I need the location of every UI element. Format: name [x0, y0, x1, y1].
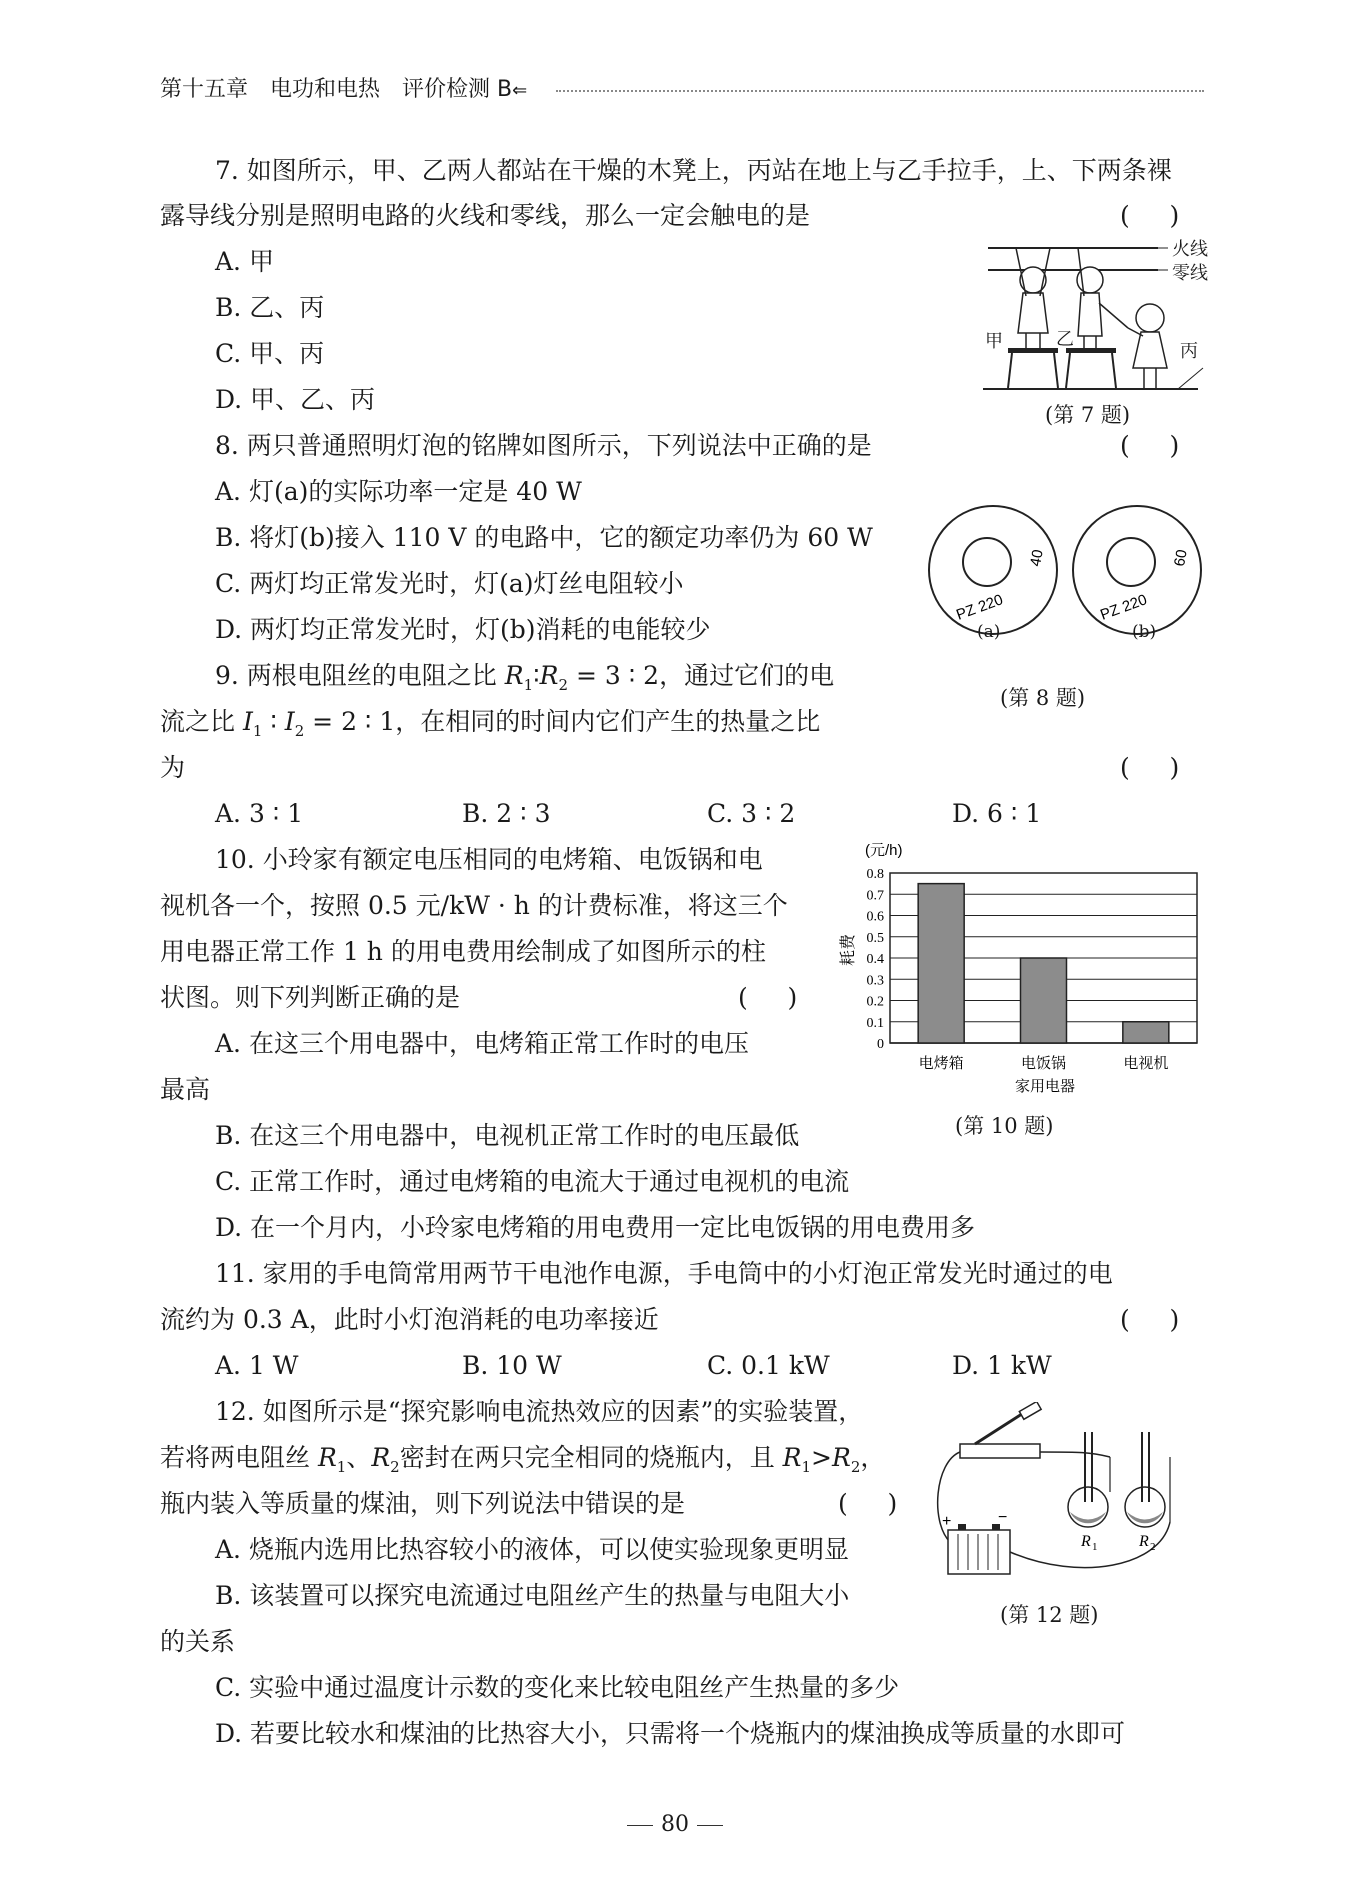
bulb-a-label: (a)	[977, 622, 1001, 642]
q9-option-d: D. 6 ∶ 1	[952, 799, 1042, 828]
q12-stem-line3: 瓶内装入等质量的煤油，则下列说法中错误的是	[160, 1489, 686, 1518]
q7-figure-caption: (第 7 题)	[1045, 403, 1131, 427]
q10-stem-line3: 用电器正常工作 1 h 的用电费用绘制成了如图所示的柱	[160, 937, 766, 966]
svg-text:1: 1	[1092, 1541, 1098, 1553]
q8-option-b: B. 将灯(b)接入 110 V 的电路中，它的额定功率仍为 60 W	[215, 523, 873, 552]
chart-unit-label: (元/h)	[865, 842, 903, 859]
q10-figure-caption: (第 10 题)	[955, 1114, 1054, 1138]
q10-option-b: B. 在这三个用电器中，电视机正常工作时的电压最低	[215, 1121, 800, 1150]
test-name: 评价检测 B	[402, 77, 513, 102]
q7-answer-paren: ( )	[1120, 201, 1180, 230]
q11-stem-line2: 流约为 0.3 A，此时小灯泡消耗的电功率接近	[160, 1305, 659, 1334]
chart-x-axis-label: 家用电器	[1014, 1078, 1076, 1095]
svg-text:R: R	[1081, 1533, 1091, 1550]
q11-answer-paren: ( )	[1120, 1305, 1180, 1334]
q12-experiment-figure	[930, 1402, 1200, 1592]
q12-option-b-line2: 的关系	[160, 1627, 236, 1656]
q9-option-c: C. 3 ∶ 2	[707, 799, 796, 828]
q12-figure-caption: (第 12 题)	[1000, 1603, 1099, 1627]
q10-option-d: D. 在一个月内，小玲家电烤箱的用电费用一定比电饭锅的用电费用多	[215, 1213, 976, 1242]
q10-bar-chart	[835, 838, 1215, 1098]
q12-stem-line1: 12. 如图所示是“探究影响电流热效应的因素”的实验装置，	[215, 1397, 864, 1426]
chart-category-label: 电视机	[1123, 1055, 1169, 1072]
q7-option-b: B. 乙、丙	[215, 293, 325, 322]
q11-stem-line1: 11. 家用的手电筒常用两节干电池作电源，手电筒中的小灯泡正常发光时通过的电	[215, 1259, 1113, 1288]
chart-y-ticks	[867, 867, 885, 1052]
q12-option-a: A. 烧瓶内选用比热容较小的液体，可以使实验现象更明显	[215, 1535, 849, 1564]
q8-figure-caption: (第 8 题)	[1000, 686, 1086, 710]
header-rule	[556, 90, 1204, 92]
chart-y-tick-label: 0	[877, 1037, 884, 1052]
chart-category-label: 电饭锅	[1020, 1055, 1067, 1072]
person-jia-label: 甲	[985, 331, 1003, 352]
chart-y-tick-label: 0.5	[866, 930, 884, 946]
q7-option-a: A. 甲	[215, 247, 274, 276]
q7-stem-line2: 露导线分别是照明电路的火线和零线，那么一定会触电的是	[160, 201, 811, 230]
q10-stem-line2: 视机各一个，按照 0.5 元/kW · h 的计费标准，将这三个	[160, 891, 788, 920]
q12-option-c: C. 实验中通过温度计示数的变化来比较电阻丝产生热量的多少	[215, 1673, 900, 1702]
q9-option-a: A. 3 ∶ 1	[215, 799, 304, 828]
chart-bar	[1021, 958, 1067, 1043]
chart-y-tick-label: 0.3	[866, 973, 884, 989]
chart-y-tick-label: 0.4	[866, 952, 884, 967]
live-wire-label: 火线	[1172, 239, 1208, 260]
q11-option-d: D. 1 kW	[952, 1351, 1052, 1380]
q11-option-a: A. 1 W	[215, 1351, 299, 1380]
q12-option-d: D. 若要比较水和煤油的比热容大小，只需将一个烧瓶内的煤油换成等质量的水即可	[215, 1719, 1126, 1748]
q10-stem-line4: 状图。则下列判断正确的是	[160, 983, 461, 1012]
q12-stem-line2: 若将两电阻丝 $R_1$、$R_2$密封在两只完全相同的烧瓶内，且 $R_1>R_2$，	[160, 1443, 886, 1476]
q8-answer-paren: ( )	[1120, 431, 1180, 460]
bulb-b-power: 60	[1171, 548, 1191, 568]
battery-plus-sign: +	[942, 1513, 952, 1530]
chart-y-tick-label: 0.2	[866, 994, 884, 1010]
q10-stem-line1: 10. 小玲家有额定电压相同的电烤箱、电饭锅和电	[215, 845, 763, 874]
chart-bars	[918, 884, 1169, 1043]
chart-category-label: 电烤箱	[918, 1055, 964, 1072]
chapter-title: 电功和电热	[270, 77, 381, 102]
bulb-b-model: PZ 220	[1098, 591, 1150, 624]
bulb-a-power: 40	[1027, 548, 1047, 568]
q10-option-c: C. 正常工作时，通过电烤箱的电流大于通过电视机的电流	[215, 1167, 850, 1196]
q8-option-c: C. 两灯均正常发光时，灯(a)灯丝电阻较小	[215, 569, 684, 598]
chart-bar	[918, 884, 964, 1043]
q12-answer-paren: ( )	[838, 1489, 898, 1518]
chart-bar	[1123, 1022, 1169, 1043]
svg-text:R: R	[1139, 1533, 1149, 1550]
q8-option-d: D. 两灯均正常发光时，灯(b)消耗的电能较少	[215, 615, 711, 644]
chart-y-tick-label: 0.1	[866, 1015, 884, 1031]
q9-option-b: B. 2 ∶ 3	[462, 799, 551, 828]
q12-option-b-line1: B. 该装置可以探究电流通过电阻丝产生的热量与电阻大小	[215, 1581, 850, 1610]
chapter-header: 第十五章 电功和电热 评价检测 B⇐	[160, 77, 528, 102]
page-footer	[0, 1812, 1350, 1837]
q9-answer-paren: ( )	[1120, 753, 1180, 782]
page-number: 80	[661, 1812, 689, 1837]
q7-option-c: C. 甲、丙	[215, 339, 325, 368]
q8-stem-line1: 8. 两只普通照明灯泡的铭牌如图所示，下列说法中正确的是	[215, 431, 872, 460]
q11-option-b: B. 10 W	[462, 1351, 562, 1380]
q10-option-a-line2: 最高	[160, 1075, 211, 1104]
q8-bulb-nameplates	[925, 500, 1215, 650]
chart-y-tick-label: 0.8	[866, 867, 884, 882]
bulb-a-model: PZ 220	[954, 591, 1006, 624]
chart-y-axis-label: 耗费	[840, 933, 857, 967]
chart-y-tick-label: 0.7	[866, 888, 884, 904]
q10-option-a-line1: A. 在这三个用电器中，电烤箱正常工作时的电压	[215, 1029, 749, 1058]
q7-stem-line1: 7. 如图所示，甲、乙两人都站在干燥的木凳上，丙站在地上与乙手拉手，上、下两条裸	[215, 156, 1172, 185]
svg-text:2: 2	[1150, 1541, 1156, 1553]
chart-x-labels	[919, 1054, 1169, 1072]
q7-option-d: D. 甲、乙、丙	[215, 385, 376, 414]
person-bing-label: 丙	[1180, 341, 1198, 362]
chart-y-tick-label: 0.6	[866, 909, 884, 925]
q10-answer-paren: ( )	[738, 983, 798, 1012]
q9-stem-line2: 流之比 $I_1$ ∶ $I_2 = 2$ ∶ 1，在相同的时间内它们产生的热量之比	[160, 707, 821, 740]
chapter-number: 第十五章	[160, 77, 249, 102]
person-yi-label: 乙	[1056, 329, 1074, 350]
battery-minus-sign: −	[998, 1509, 1008, 1526]
bulb-b-label: (b)	[1132, 622, 1157, 642]
q9-stem-line1: 9. 两根电阻丝的电阻之比 $R_1∶R_2 = 3$ ∶ 2，通过它们的电	[215, 661, 835, 694]
q9-stem-line3: 为	[160, 753, 186, 782]
q11-option-c: C. 0.1 kW	[707, 1351, 830, 1380]
neutral-wire-label: 零线	[1172, 263, 1208, 284]
q8-option-a: A. 灯(a)的实际功率一定是 40 W	[215, 477, 582, 506]
